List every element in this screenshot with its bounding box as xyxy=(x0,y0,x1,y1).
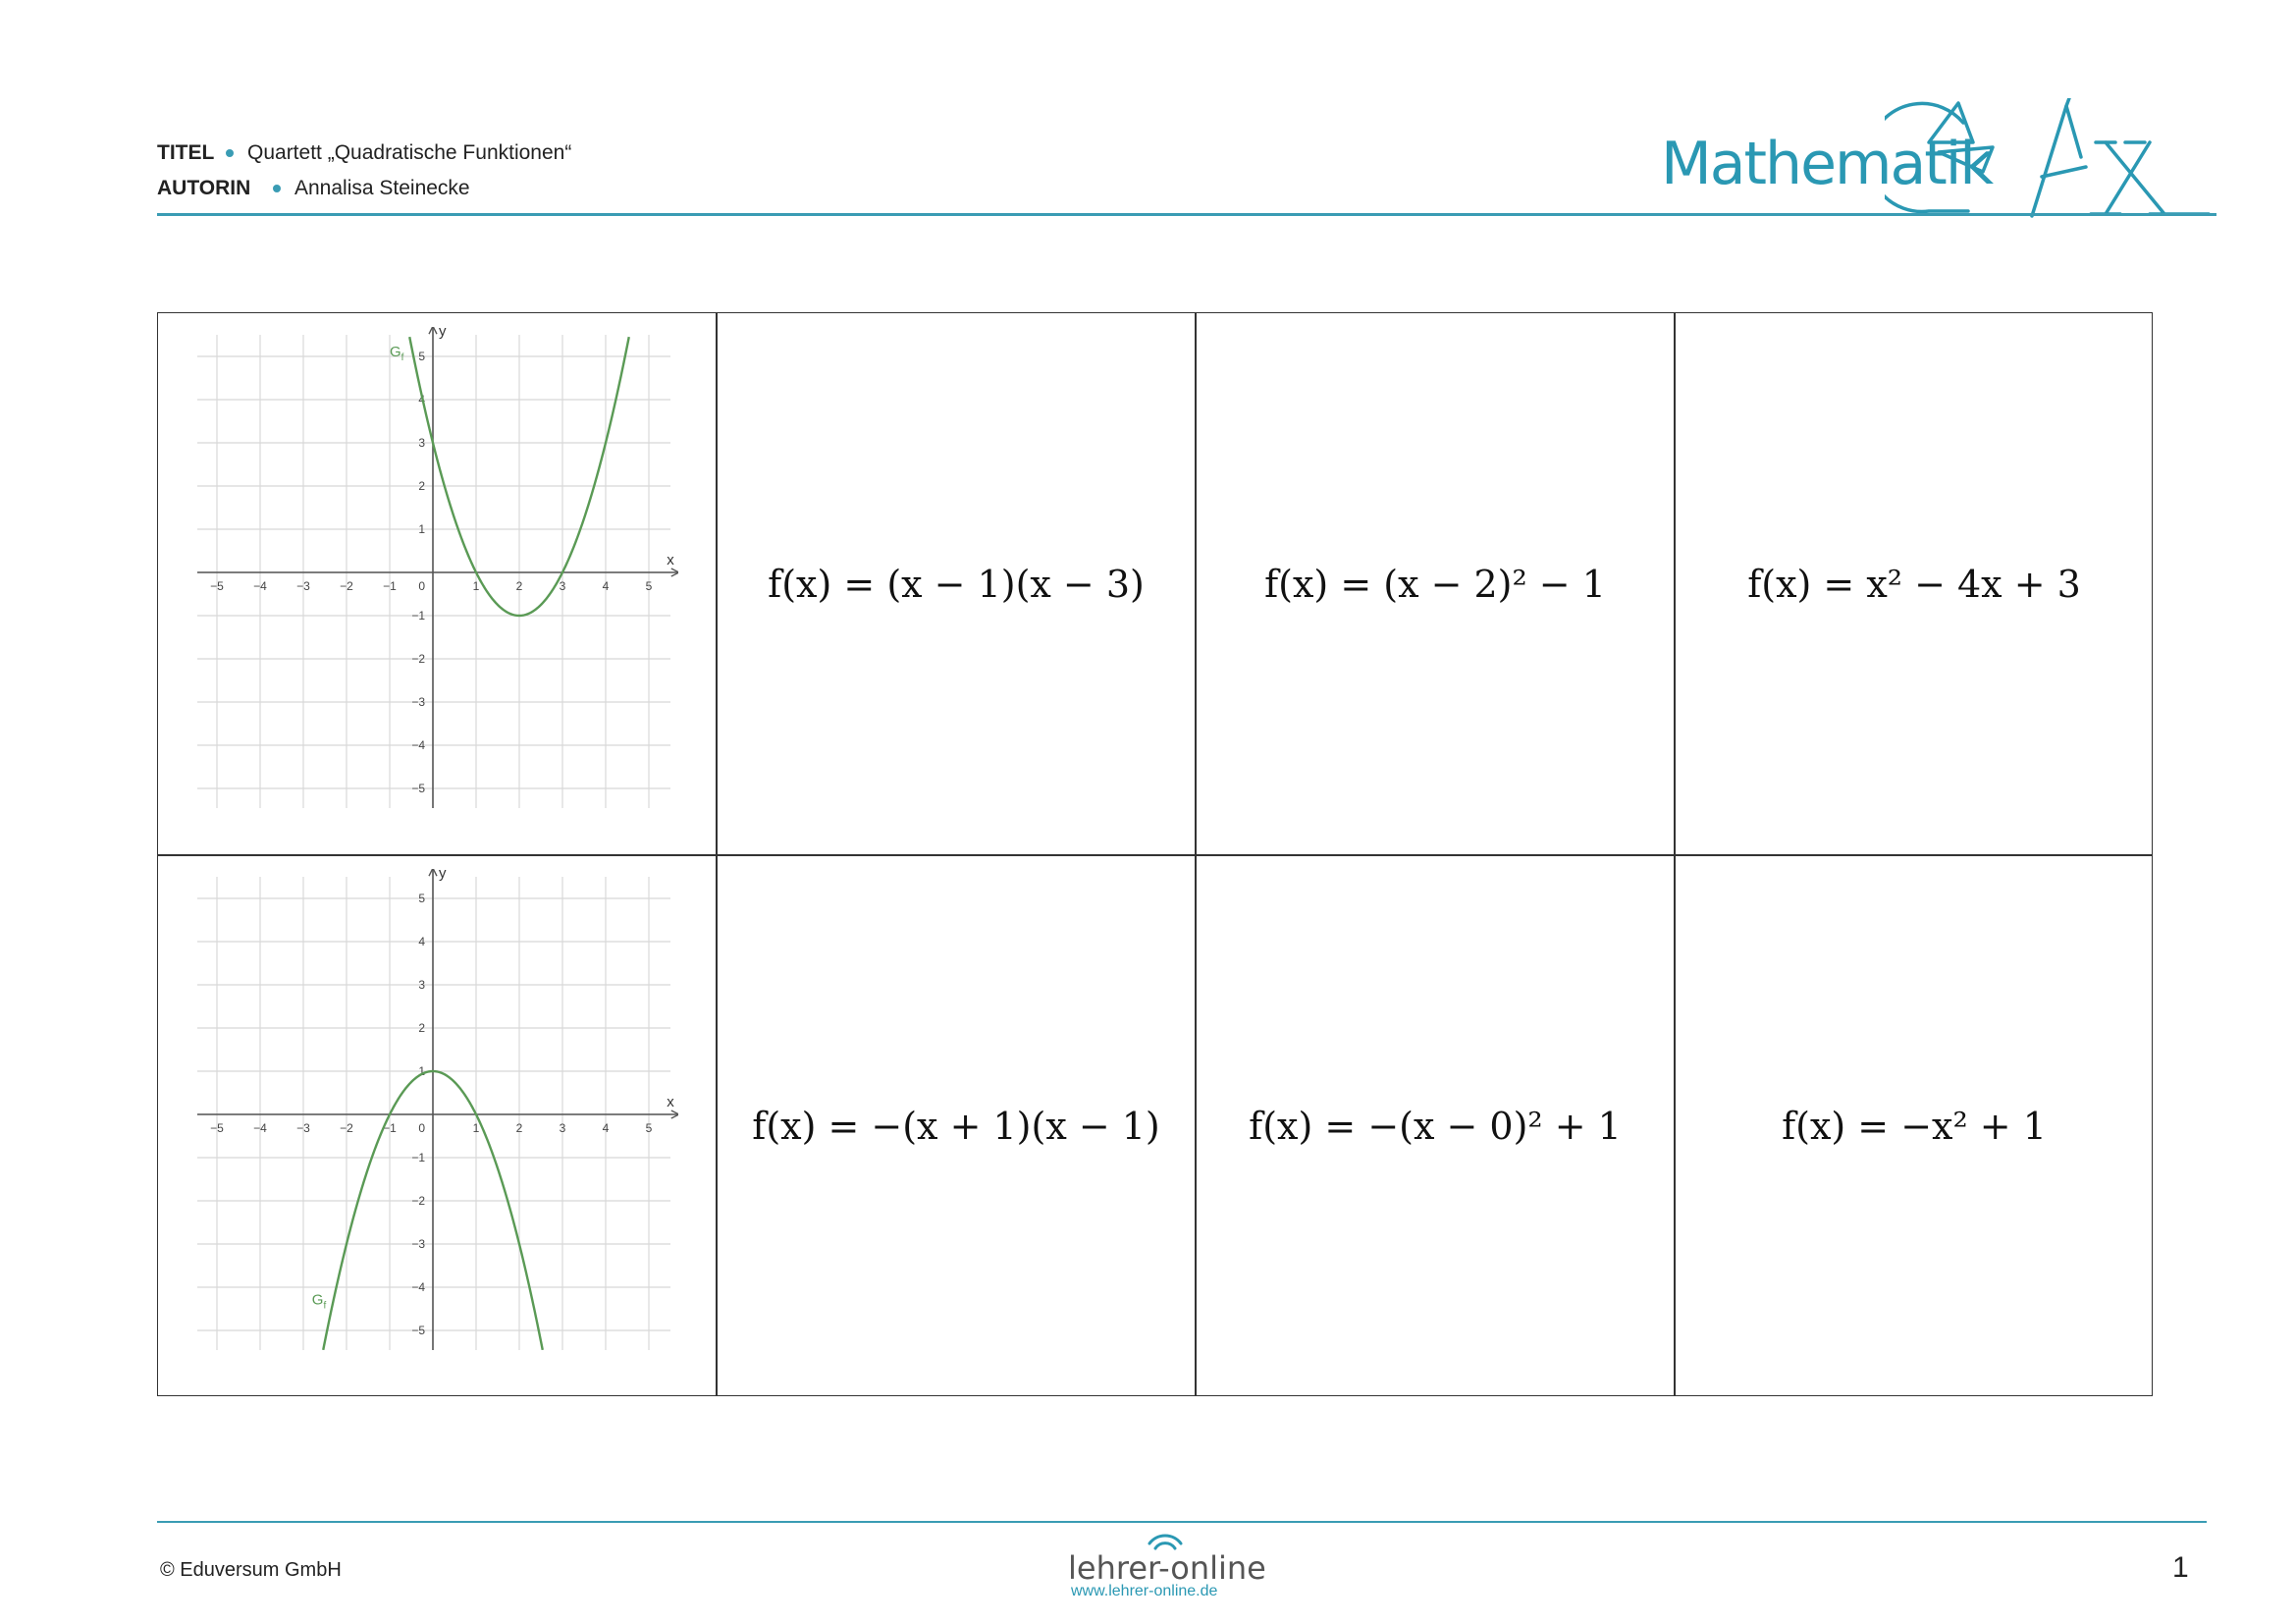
card-cell xyxy=(1676,856,2153,1396)
formula-vertex: f(x) = (x − 2)² − 1 xyxy=(1264,562,1606,606)
y-tick-label: −1 xyxy=(411,1151,425,1164)
x-tick-label: −3 xyxy=(296,579,310,593)
card-cell xyxy=(1676,313,2153,854)
x-tick-label: −4 xyxy=(253,1121,267,1135)
x-tick-label: 4 xyxy=(602,579,610,593)
x-tick-label: −1 xyxy=(383,1121,397,1135)
x-tick-label: 1 xyxy=(472,1121,480,1135)
y-tick-label: 5 xyxy=(418,892,425,905)
title-value: Quartett „Quadratische Funktionen“ xyxy=(247,141,572,164)
y-tick-label: 3 xyxy=(418,978,425,992)
footer-rule xyxy=(157,1521,2207,1523)
x-tick-label: −2 xyxy=(340,579,353,593)
y-tick-label: −2 xyxy=(411,1194,425,1208)
x-tick-label: −1 xyxy=(383,579,397,593)
card-cell xyxy=(1197,856,1674,1396)
document-header xyxy=(157,135,571,206)
formula-factored: f(x) = (x − 1)(x − 3) xyxy=(768,562,1145,606)
quartet-card-grid xyxy=(157,312,2153,1396)
parabola-graph-row1 xyxy=(197,327,678,808)
curve-label: $G_f$ xyxy=(390,344,404,363)
formula-standard: f(x) = x² − 4x + 3 xyxy=(1747,562,2081,606)
author-value: Annalisa Steinecke xyxy=(294,177,470,199)
x-tick-label: 5 xyxy=(645,579,653,593)
formula-vertex: f(x) = −(x − 0)² + 1 xyxy=(1249,1105,1622,1148)
y-tick-label: −1 xyxy=(411,609,425,623)
x-tick-label: 2 xyxy=(515,1121,523,1135)
card-cell xyxy=(718,856,1195,1396)
title-row xyxy=(157,135,571,171)
x-tick-label: 4 xyxy=(602,1121,610,1135)
x-tick-label: 3 xyxy=(559,579,566,593)
y-tick-label: 3 xyxy=(418,436,425,450)
x-tick-label: 2 xyxy=(515,579,523,593)
card-cell xyxy=(718,313,1195,854)
y-tick-label: −4 xyxy=(411,738,425,752)
y-tick-label: −5 xyxy=(411,782,425,795)
title-label: TITEL xyxy=(157,141,215,164)
copyright-text: © Eduversum GmbH xyxy=(160,1559,342,1581)
author-label: AUTORIN xyxy=(157,177,251,199)
y-tick-label: −3 xyxy=(411,695,425,709)
formula-standard: f(x) = −x² + 1 xyxy=(1782,1105,2047,1148)
bullet-dot xyxy=(226,149,234,157)
y-tick-label: 1 xyxy=(418,522,425,536)
header-rule xyxy=(157,213,2216,216)
y-tick-label: −5 xyxy=(411,1324,425,1337)
author-row xyxy=(157,171,571,206)
origin-label: 0 xyxy=(418,1121,425,1135)
brand-name: lehrer-online xyxy=(1068,1549,1266,1587)
y-tick-label: 4 xyxy=(418,393,425,406)
x-tick-label: −3 xyxy=(296,1121,310,1135)
y-axis-label: y xyxy=(439,869,447,883)
y-tick-label: −2 xyxy=(411,652,425,666)
logo-text: Mathematik xyxy=(1661,130,1993,198)
y-tick-label: 1 xyxy=(418,1064,425,1078)
x-tick-label: −2 xyxy=(340,1121,353,1135)
x-tick-label: 1 xyxy=(472,579,480,593)
x-tick-label: 5 xyxy=(645,1121,653,1135)
parabola-graph-row2 xyxy=(197,869,678,1350)
origin-label: 0 xyxy=(418,579,425,593)
y-tick-label: −3 xyxy=(411,1237,425,1251)
x-tick-label: 3 xyxy=(559,1121,566,1135)
brand-url: www.lehrer-online.de xyxy=(1071,1583,1218,1599)
y-tick-label: −4 xyxy=(411,1280,425,1294)
x-axis-label: x xyxy=(667,1094,674,1110)
x-tick-label: −4 xyxy=(253,579,267,593)
y-tick-label: 2 xyxy=(418,479,425,493)
x-tick-label: −5 xyxy=(210,579,224,593)
y-tick-label: 2 xyxy=(418,1021,425,1035)
x-axis-label: x xyxy=(667,552,674,568)
mathematik-logo-icon xyxy=(1885,98,2218,221)
bullet-dot xyxy=(273,185,281,192)
y-tick-label: 4 xyxy=(418,935,425,948)
page-number: 1 xyxy=(2172,1551,2189,1584)
formula-factored: f(x) = −(x + 1)(x − 1) xyxy=(752,1105,1160,1148)
y-tick-label: 5 xyxy=(418,350,425,363)
y-axis-label: y xyxy=(439,327,447,341)
curve-label: $G_f$ xyxy=(311,1291,327,1312)
card-cell xyxy=(1197,313,1674,854)
x-tick-label: −5 xyxy=(210,1121,224,1135)
